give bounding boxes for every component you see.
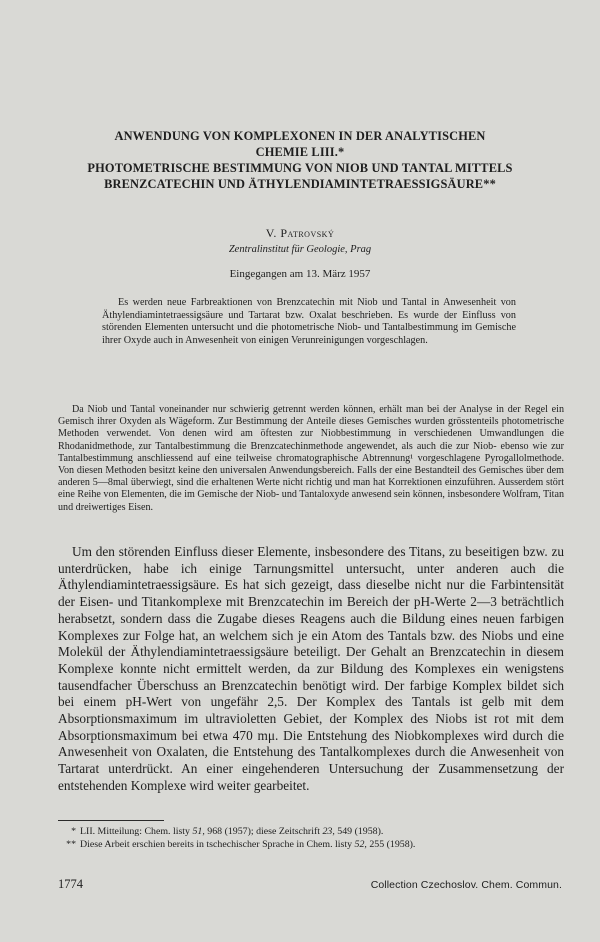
journal-name: Collection Czechoslov. Chem. Commun. (370, 879, 562, 891)
article-title (30, 128, 570, 192)
title-line: ANWENDUNG VON KOMPLEXONEN IN DER ANALYTISCHEN (114, 129, 486, 143)
abstract: Es werden neue Farbreaktionen von Brenzcatechin mit Niob und Tantal in Anwesenheit von Äthylendiamintetraessigsäure und Tartarat bzw. Oxalat beschrieben. Es wurde der Einfluss von störenden Elementen untersucht und die photometrische Niob- und Tantalbestimmung im Gemische ihrer Oxyde auch in Anwesenheit von einigen Verunreinigungen vorgeschlagen. (102, 297, 516, 346)
footnote-text: , 549 (1958). (332, 826, 384, 837)
introduction-paragraph: Da Niob und Tantal voneinander nur schwierig getrennt werden können, erhält man bei der Analyse in der Regel ein Gemisch ihrer Oxyden als Wägeform. Zur Bestimmung der Anteile dieses Gemisches wurden grösstenteils photometrische Methoden verwendet. Von denen wird am öftesten zur Niobbestimmung in verschiedenen Umwandlungen die Rhodanidmethode, zur Tantalbestimmung die Brenzcatechinmethode angewendet, als auch die zur Niob- ebenso wie zur Tantalbestimmung anschliessend auf eine teilweise chromatographische Abtrennung¹ vorgeschlagene Pyrogallolmethode. Von diesen Methoden besitzt keine den universalen Anwendungsbereich. Falls der eine Bestandteil des Gemisches über dem anderen 5—8mal überwiegt, sind die erhaltenen Werte nicht richtig und man hat Korrektionen einzuführen. Ausserdem stört eine Reihe von Elementen, die im Gemische der Niob- und Tantaloxyde anwesend sein können, insbesondere Wolfram, Titan und dreiwertiges Eisen. (58, 404, 564, 513)
footnote (58, 838, 564, 851)
footnote-volume: 23 (322, 826, 333, 837)
footnote-text: LII. Mitteilung: Chem. listy (80, 826, 193, 837)
author-initial: V. (265, 226, 281, 240)
footnote-text: , 968 (1957); diese Zeitschrift (202, 826, 323, 837)
title-line: PHOTOMETRISCHE BESTIMMUNG VON NIOB UND TANTAL MITTELS (87, 161, 513, 175)
footnote-mark: * (71, 826, 76, 837)
title-line: CHEMIE LIII.* (255, 145, 345, 159)
footnote-volume: 52 (354, 839, 365, 851)
title-line: BRENZCATECHIN UND ÄTHYLENDIAMINTETRAESSIGSÄURE** (104, 177, 496, 191)
footnote-divider (58, 820, 164, 821)
author-name: Patrovský (280, 226, 335, 240)
received-date: Eingegangen am 13. März 1957 (229, 268, 371, 280)
page-number: 1774 (58, 877, 83, 891)
author (0, 226, 600, 241)
footnote-volume: 51 (192, 826, 203, 837)
footnotes (58, 825, 564, 852)
footnote-text: Diese Arbeit erschien bereits in tschechischer Sprache in Chem. listy (80, 839, 355, 851)
footnote-text: , 255 (1958). (364, 839, 416, 851)
footnote-mark: ** (66, 839, 76, 851)
body-paragraph: Um den störenden Einfluss dieser Elemente, insbesondere des Titans, zu beseitigen bzw. zu unterdrücken, habe ich einige Tarnungsmittel untersucht, unter anderen auch die Äthylendiamintetraessigsäure. Es hat sich gezeigt, dass dieselbe nicht nur die Farbintensität der Eisen- und Titankomplexe mit Brenzcatechin im Bereich der pH-Werte 2—3 beträchtlich herabsetzt, sondern dass die Zugabe dieses Reagens auch die Bildung eines neuen farbigen Komplexes zur Folge hat, an welchem sich je ein Atom des Tantals bzw. des Niobs und eine Molekül der Äthylendiamintetraessigsäure beteiligt. Der Gehalt an Brenzcatechin in diesem Komplexe konnte nicht ermittelt werden, da zur Bildung des Komplexes ein wenigstens tausendfacher Überschuss an Brenzcatechin benötigt wird. Der farbige Komplex bildet sich bei einem pH-Wert von ungefähr 2,5. Der Komplex des Tantals ist gelb mit dem Absorptionsmaximum im ultravioletten Gebiet, der Komplex des Niobs ist rot mit dem Absorptionsmaximum bei etwa 470 mμ. Die Entstehung des Niobkomplexes wird durch die Anwesenheit von Oxalaten, die Entstehung des Tantalkomplexes durch die Anwesenheit von Tartarat unterdrückt. An einer eingehenderen Untersuchung der Zusammensetzung der entstehenden Komplexe wird weiter gearbeitet. (58, 544, 564, 793)
author-affiliation: Zentralinstitut für Geologie, Prag (228, 244, 372, 255)
footnote (58, 825, 564, 838)
